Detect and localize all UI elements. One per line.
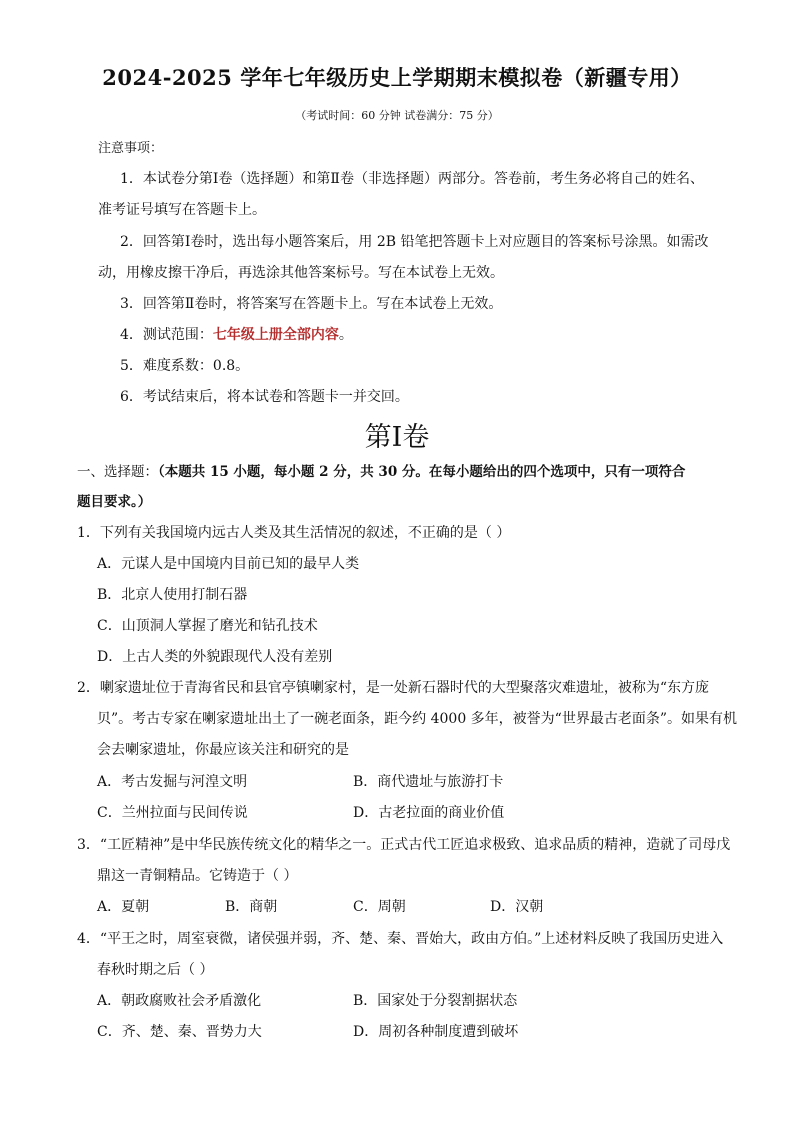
q2-option-a: A．考古发掘与河湟文明 <box>97 774 248 790</box>
notice-item-4-suffix: 。 <box>338 327 353 343</box>
q3-option-b: B．商朝 <box>225 899 278 915</box>
volume-title: 第Ⅰ卷 <box>364 422 430 453</box>
notice-item-1-line-1: 1．本试卷分第Ⅰ卷（选择题）和第Ⅱ卷（非选择题）两部分。答卷前，考生务必将自己的姓名、 <box>120 171 704 187</box>
q1-option-d: D．上古人类的外貌跟现代人没有差别 <box>97 649 333 665</box>
notice-item-4 <box>120 324 353 344</box>
section-label: 一、选择题： <box>77 464 158 480</box>
notice-item-2-line-1: 2．回答第Ⅰ卷时，选出每小题答案后，用 2B 铅笔把答题卡上对应题目的答案标号涂黑。如需改 <box>120 234 709 250</box>
q2-stem-line-3: 会去喇家遗址，你最应该关注和研究的是 <box>97 742 349 758</box>
q3-option-d: D．汉朝 <box>490 899 544 915</box>
q4-stem-line-2: 春秋时期之后（ ） <box>97 962 214 978</box>
notice-heading: 注意事项： <box>98 141 164 156</box>
q3-option-c: C．周朝 <box>353 899 406 915</box>
q2-option-c: C．兰州拉面与民间传说 <box>97 805 248 821</box>
q4-option-d: D．周初各种制度遭到破坏 <box>353 1024 519 1040</box>
q1-option-b: B．北京人使用打制石器 <box>97 587 248 603</box>
q4-option-c: C．齐、楚、秦、晋势力大 <box>97 1024 262 1040</box>
q2-option-d: D．古老拉面的商业价值 <box>353 805 505 821</box>
notice-item-3: 3．回答第Ⅱ卷时，将答案写在答题卡上。写在本试卷上无效。 <box>120 296 503 312</box>
q1-option-a: A．元谋人是中国境内目前已知的最早人类 <box>97 556 360 572</box>
q1-stem: 1．下列有关我国境内远古人类及其生活情况的叙述，不正确的是（ ） <box>77 525 511 541</box>
notice-item-4-prefix: 4．测试范围： <box>120 327 213 343</box>
q4-option-a: A．朝政腐败社会矛盾激化 <box>97 993 262 1009</box>
section-instructions-end: 题目要求。） <box>77 494 152 510</box>
q3-option-a: A．夏朝 <box>97 899 150 915</box>
section-heading-line-1 <box>77 460 685 480</box>
section-instructions: （本题共 15 小题，每小题 2 分，共 30 分。在每小题给出的四个选项中，只有一项符合 <box>158 464 686 480</box>
test-scope: 七年级上册全部内容 <box>212 327 339 343</box>
notice-item-1-line-2: 准考证号填写在答题卡上。 <box>98 202 266 218</box>
q2-stem-line-2: 贝”。考古专家在喇家遗址出土了一碗老面条，距今约 4000 多年，被誉为“世界最古老面条”。如果有机 <box>97 711 737 727</box>
exam-title: 2024-2025 学年七年级历史上学期期末模拟卷（新疆专用） <box>102 65 692 90</box>
q2-stem-line-1: 2．喇家遗址位于青海省民和县官亭镇喇家村，是一处新石器时代的大型聚落灾难遗址，被称为“东方庞 <box>77 680 710 696</box>
notice-item-6: 6．考试结束后，将本试卷和答题卡一并交回。 <box>120 389 409 405</box>
q4-stem-line-1: 4．“平王之时，周室衰微，诸侯强并弱，齐、楚、秦、晋始大，政由方伯。”上述材料反映了我国历史进入 <box>77 931 724 947</box>
section-heading-line-2 <box>77 490 151 510</box>
q3-stem-line-1: 3．“工匠精神”是中华民族传统文化的精华之一。正式古代工匠追求极致、追求品质的精神，造就了司母戊 <box>77 837 731 853</box>
notice-item-2-line-2: 动，用橡皮擦干净后，再选涂其他答案标号。写在本试卷上无效。 <box>98 265 504 281</box>
q4-option-b: B．国家处于分裂割据状态 <box>353 993 518 1009</box>
q3-stem-line-2: 鼎这一青铜精品。它铸造于（ ） <box>97 868 298 884</box>
notice-item-5: 5．难度系数：0.8。 <box>120 358 250 374</box>
exam-time-info: （考试时间：60 分钟 试卷满分：75 分） <box>295 109 499 122</box>
q2-option-b: B．商代遗址与旅游打卡 <box>353 774 504 790</box>
q1-option-c: C．山顶洞人掌握了磨光和钻孔技术 <box>97 618 318 634</box>
